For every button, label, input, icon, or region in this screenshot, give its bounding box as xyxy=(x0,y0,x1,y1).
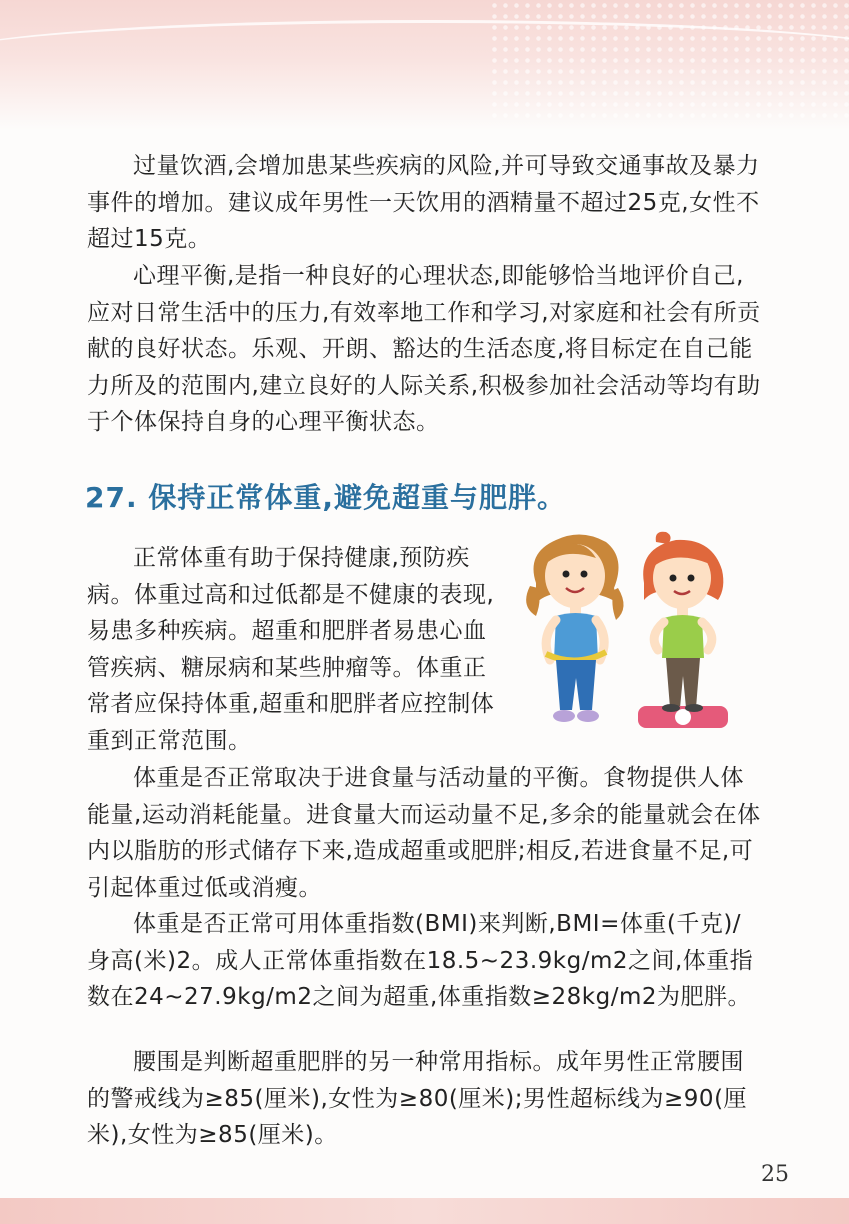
page-number: 25 xyxy=(761,1162,789,1187)
paragraph-normal-weight: 正常体重有助于保持健康,预防疾病。体重过高和过低都是不健康的表现,易患多种疾病。超重和肥胖者易患心血管疾病、糖尿病和某些肿瘤等。体重正常者应保持体重,超重和肥胖者应控制体重到正常范围。 xyxy=(87,545,495,754)
paragraph-alcohol: 过量饮酒,会增加患某些疾病的风险,并可导致交通事故及暴力事件的增加。建议成年男性一天饮用的酒精量不超过25克,女性不超过15克。 xyxy=(87,153,760,252)
girl-on-scale-figure xyxy=(638,532,728,728)
paragraph-waist: 腰围是判断超重肥胖的另一种常用指标。成年男性正常腰围的警戒线为≥85(厘米),女性为≥80(厘米);男性超标线为≥90(厘米),女性为≥85(厘米)。 xyxy=(87,1049,748,1148)
top-swoosh-decoration xyxy=(0,20,849,93)
paragraph-energy-balance: 体重是否正常取决于进食量与活动量的平衡。食物提供人体能量,运动消耗能量。进食量大而运动量不足,多余的能量就会在体内以脂肪的形式储存下来,造成超重或肥胖;相反,若进食量不足,可引起体重过低或消瘦。 xyxy=(87,765,761,901)
section-heading: 27. 保持正常体重,避免超重与肥胖。 xyxy=(85,481,566,514)
bottom-decorative-band xyxy=(0,1198,849,1224)
girl-measuring-waist-figure xyxy=(526,534,623,722)
girls-weighing-illustration xyxy=(526,528,741,743)
paragraph-bmi: 体重是否正常可用体重指数(BMI)来判断,BMI=体重(千克)/身高(米)2。成人正常体重指数在18.5~23.9kg/m2之间,体重指数在24~27.9kg/m2之间为超重,体重指数≥28kg/m2为肥胖。 xyxy=(87,911,754,1010)
paragraph-mental-balance: 心理平衡,是指一种良好的心理状态,即能够恰当地评价自己,应对日常生活中的压力,有效率地工作和学习,对家庭和社会有所贡献的良好状态。乐观、开朗、豁达的生活态度,将目标定在自己能力所及的范围内,建立良好的人际关系,积极参加社会活动等均有助于个体保持自身的心理平衡状态。 xyxy=(87,263,761,435)
